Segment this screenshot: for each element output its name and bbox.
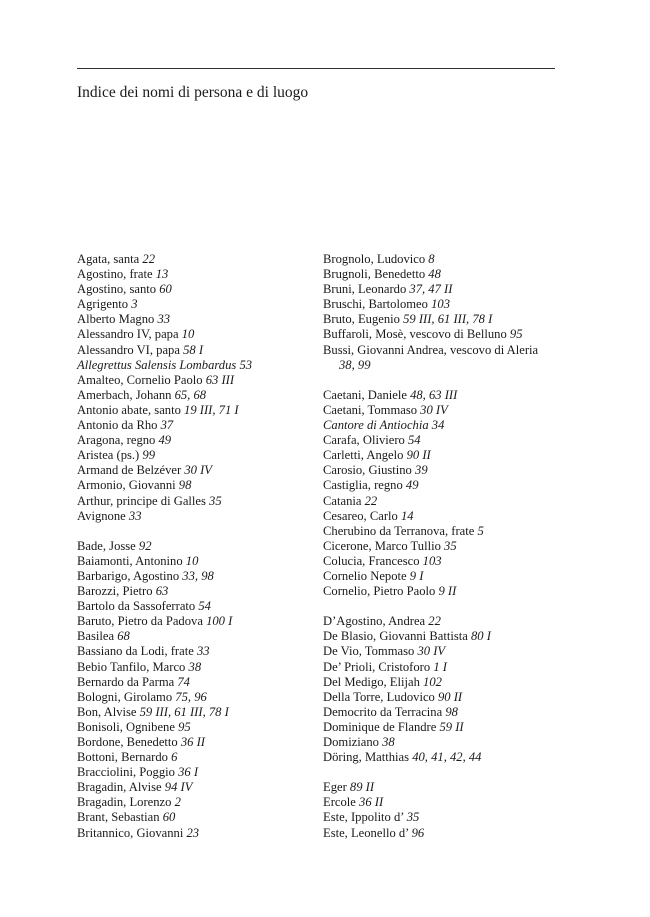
entry-page-refs: 53 [239,357,253,372]
entry-name: Dominique de Flandre [323,719,440,734]
entry-page-refs: 33 [157,312,171,327]
entry-name: Antonio abate, santo [77,402,185,417]
entry-name: Agrigento [77,297,132,312]
entry-page-refs: 36 II [180,735,206,749]
entry-page-refs: 100 I [206,614,233,629]
entry-name: De Blasio, Giovanni Battista [323,629,471,644]
index-entry [77,765,302,780]
entry-page-refs: 36 I [178,765,199,780]
entry-page-refs: 9 I [409,568,424,583]
entry-page-refs: 95 [178,719,191,734]
entry-name: Castiglia, regno [323,478,406,493]
entry-page-refs: 65, 68 [174,387,207,402]
entry-name: Aristea (ps.) [77,448,143,463]
entry-page-refs: 95 [509,327,523,342]
index-entry [77,327,302,342]
index-entry [77,373,302,388]
index-entry [77,448,302,463]
index-entry [77,509,302,524]
index-entry [77,539,302,554]
entry-page-refs: 68 [117,629,130,644]
entry-name: Bracciolini, Poggio [77,765,179,780]
entry-page-refs: 5 [477,523,484,538]
entry-page-refs: 9 II [438,584,457,599]
entry-page-refs: 30 IV [417,644,446,659]
entry-page-refs: 94 IV [164,780,193,795]
entry-page-refs: 59 II [439,719,464,734]
entry-page-refs: 54 [407,433,421,448]
entry-name: Alberto Magno [77,312,158,327]
entry-page-refs: 38 [382,735,395,749]
entry-name: Buffaroli, Mosè, vescovo di Belluno [323,327,510,342]
index-entry [77,660,302,675]
entry-page-refs: 63 [155,584,169,599]
entry-name: Antonio da Rho [77,418,161,433]
index-entry [323,494,563,509]
index-entry [77,388,302,403]
entry-page-refs: 30 IV [184,463,212,478]
index-entry [77,750,302,765]
header-rule [77,68,555,69]
entry-name: Agostino, frate [77,267,156,282]
entry-page-refs: 3 [131,297,138,312]
index-entry [77,554,302,569]
entry-name: Bragadin, Lorenzo [77,795,175,810]
entry-page-refs: 38, 99 [339,357,371,372]
index-entry [77,629,302,644]
index-entry [323,433,563,448]
index-entry [77,418,302,433]
entry-page-refs: 35 [209,493,222,508]
index-entry [323,388,563,403]
entry-page-refs: 90 II [406,448,431,463]
index-column-left [77,252,302,841]
index-entry [77,810,302,825]
entry-name: Della Torre, Ludovico [323,689,438,704]
entry-page-refs: 40, 41, 42, 44 [412,750,482,765]
entry-name: De’ Prioli, Cristoforo [323,659,434,674]
entry-page-refs: 38 [188,659,202,674]
entry-page-refs: 2 [174,795,181,810]
index-entry [323,735,563,750]
index-entry [323,675,563,690]
entry-name: Brognolo, Ludovico [323,252,429,266]
entry-name: Basilea [77,629,118,644]
entry-name: Catania [323,493,365,508]
entry-name: Amalteo, Cornelio Paolo [77,372,206,387]
page-title: Indice dei nomi di persona e di luogo [77,84,309,101]
entry-name: Bottoni, Bernardo [77,750,172,765]
entry-page-refs: 48, 63 III [410,387,458,402]
entry-page-refs: 37, 47 II [409,282,453,297]
entry-name: Cicerone, Marco Tullio [323,538,445,553]
entry-name: Agostino, santo [77,282,160,297]
index-entry [323,795,563,810]
index-entry [323,327,563,342]
index-entry [323,509,563,524]
entry-page-refs: 99 [142,448,155,463]
entry-page-refs: 34 [431,418,445,433]
entry-page-refs: 10 [181,327,195,342]
index-entry [77,297,302,312]
index-entry [323,448,563,463]
index-entry [77,494,302,509]
index-entry [77,343,302,358]
entry-name: Bruto, Eugenio [323,312,404,327]
entry-name: Ercole [323,795,360,810]
entry-page-refs: 102 [423,674,442,689]
entry-page-refs: 75, 96 [175,689,207,704]
entry-page-refs: 58 I [183,342,204,357]
entry-name: Arthur, principe di Galles [77,493,210,508]
entry-page-refs: 103 [431,297,450,312]
entry-page-refs: 8 [428,252,435,266]
entry-name: Bartolo da Sassoferrato [77,599,199,614]
index-entry [77,403,302,418]
index-entry [323,826,563,841]
index-entry [77,463,302,478]
entry-name: Barbarigo, Agostino [77,568,183,583]
entry-name: Alessandro IV, papa [77,327,182,342]
entry-name: Barozzi, Pietro [77,584,156,599]
entry-page-refs: 80 I [470,629,491,644]
entry-page-refs: 60 [159,282,172,297]
entry-name: Brugnoli, Benedetto [323,267,429,282]
entry-page-refs: 1 I [433,659,447,674]
index-entry [77,433,302,448]
entry-page-refs: 19 III, 71 I [184,402,239,417]
entry-page-refs: 22 [428,614,441,629]
letter-gap [323,373,563,388]
index-entry [77,599,302,614]
index-entry [323,252,563,267]
index-entry [323,297,563,312]
entry-name: Bernardo da Parma [77,674,178,689]
index-entry [77,252,302,267]
entry-name: Bassiano da Lodi, frate [77,644,197,659]
entry-page-refs: 92 [138,538,152,553]
index-entry [323,660,563,675]
entry-page-refs: 48 [428,267,441,282]
index-entry [323,810,563,825]
entry-page-refs: 74 [177,674,190,689]
index-entry [77,795,302,810]
entry-name: Cornelio, Pietro Paolo [323,584,439,599]
entry-name: Amerbach, Johann [77,387,175,402]
index-entry [77,267,302,282]
entry-name: Este, Leonello d’ [323,825,412,840]
entry-name: Britannico, Giovanni [77,825,187,840]
entry-name: Agata, santa [77,252,143,266]
entry-name: Cesareo, Carlo [323,508,401,523]
entry-name: Eger [323,780,350,795]
entry-name: Caetani, Tommaso [323,402,421,417]
index-entry [77,720,302,735]
index-entry [323,403,563,418]
index-entry [323,463,563,478]
entry-name: Del Medigo, Elijah [323,674,424,689]
entry-name: Armand de Belzéver [77,463,185,478]
entry-name: Caetani, Daniele [323,387,411,402]
entry-page-refs: 35 [444,538,457,553]
letter-gap [323,599,563,614]
index-column-right [323,252,563,841]
entry-page-refs: 98 [445,704,458,719]
entry-name: D’Agostino, Andrea [323,614,429,629]
index-entry [77,614,302,629]
entry-page-refs: 59 III, 61 III, 78 I [403,312,493,327]
index-entry [323,720,563,735]
index-entry [323,418,563,433]
entry-page-refs: 60 [162,810,176,825]
index-entry [323,343,563,358]
entry-page-refs: 22 [142,252,155,266]
index-entry [323,524,563,539]
index-entry [77,644,302,659]
index-entry [323,312,563,327]
entry-name: Brant, Sebastian [77,810,163,825]
entry-name: Bruni, Leonardo [323,282,410,297]
index-entry [323,750,563,765]
index-entry [323,690,563,705]
index-entry [77,735,302,750]
entry-page-refs: 98 [178,478,192,493]
entry-page-refs: 63 III [205,372,235,387]
entry-page-refs: 89 II [349,780,375,795]
entry-name: Cornelio Nepote [323,568,410,583]
entry-name: Bordone, Benedetto [77,735,181,749]
index-entry [77,690,302,705]
index-entry [323,614,563,629]
entry-name: Baruto, Pietro da Padova [77,614,207,629]
entry-page-refs: 36 II [359,795,384,810]
entry-name: Baiamonti, Antonino [77,553,186,568]
entry-name: Bussi, Giovanni Andrea, vescovo di Aleria [323,342,539,357]
entry-name: Democrito da Terracina [323,704,446,719]
index-entry [77,358,302,373]
entry-page-refs: 30 IV [420,402,448,417]
entry-name: Colucia, Francesco [323,553,423,568]
index-entry [77,675,302,690]
entry-name: Avignone [77,508,129,523]
letter-gap [323,765,563,780]
index-entry [323,539,563,554]
entry-name: Bebio Tanfilo, Marco [77,659,189,674]
index-entry [77,705,302,720]
entry-name: Allegrettus Salensis Lombardus [77,357,240,372]
entry-page-refs: 6 [171,750,178,765]
entry-page-refs: 59 III, 61 III, 78 I [139,704,229,719]
entry-name: Cantore di Antiochia [323,418,432,433]
entry-name: Aragona, regno [77,433,159,448]
entry-page-refs: 23 [186,825,200,840]
index-entry [77,780,302,795]
entry-page-refs: 22 [364,493,378,508]
entry-page-refs: 13 [155,267,169,282]
index-entry [77,282,302,297]
entry-name: Armonio, Giovanni [77,478,179,493]
entry-page-refs: 14 [401,508,414,523]
entry-name: Döring, Matthias [323,750,413,765]
entry-page-refs: 33 [196,644,210,659]
entry-name: Bade, Josse [77,538,139,553]
entry-page-refs: 33, 98 [182,568,214,583]
index-entry [77,312,302,327]
entry-name: Carafa, Oliviero [323,433,408,448]
entry-name: De Vio, Tommaso [323,644,418,659]
entry-name: Bruschi, Bartolomeo [323,297,432,312]
index-entry [77,584,302,599]
index-entry [323,358,563,373]
entry-name: Cherubino da Terranova, frate [323,523,478,538]
entry-page-refs: 54 [198,599,211,614]
entry-page-refs: 39 [415,463,428,478]
entry-name: Carletti, Angelo [323,448,407,463]
entry-name: Este, Ippolito d’ [323,810,407,825]
entry-page-refs: 90 II [438,689,463,704]
index-entry [323,629,563,644]
entry-page-refs: 49 [158,433,172,448]
index-entry [323,267,563,282]
index-entry [323,282,563,297]
entry-page-refs: 10 [185,553,199,568]
index-entry [323,705,563,720]
index-entry [77,826,302,841]
entry-name: Domiziano [323,735,383,749]
entry-name: Bragadin, Alvise [77,780,165,795]
entry-name: Alessandro VI, papa [77,342,184,357]
entry-page-refs: 96 [411,825,425,840]
index-entry [77,478,302,493]
index-entry [323,554,563,569]
entry-name: Bonisoli, Ognibene [77,719,179,734]
index-entry [323,478,563,493]
index-entry [323,569,563,584]
index-entry [77,569,302,584]
entry-name: Bon, Alvise [77,704,140,719]
entry-name: Bologni, Girolamo [77,689,176,704]
entry-name: Carosio, Giustino [323,463,416,478]
index-entry [323,584,563,599]
entry-page-refs: 35 [406,810,420,825]
entry-page-refs: 103 [422,553,442,568]
entry-page-refs: 49 [405,478,419,493]
entry-page-refs: 33 [128,508,142,523]
letter-gap [77,524,302,539]
index-entry [323,644,563,659]
index-entry [323,780,563,795]
entry-page-refs: 37 [160,418,174,433]
